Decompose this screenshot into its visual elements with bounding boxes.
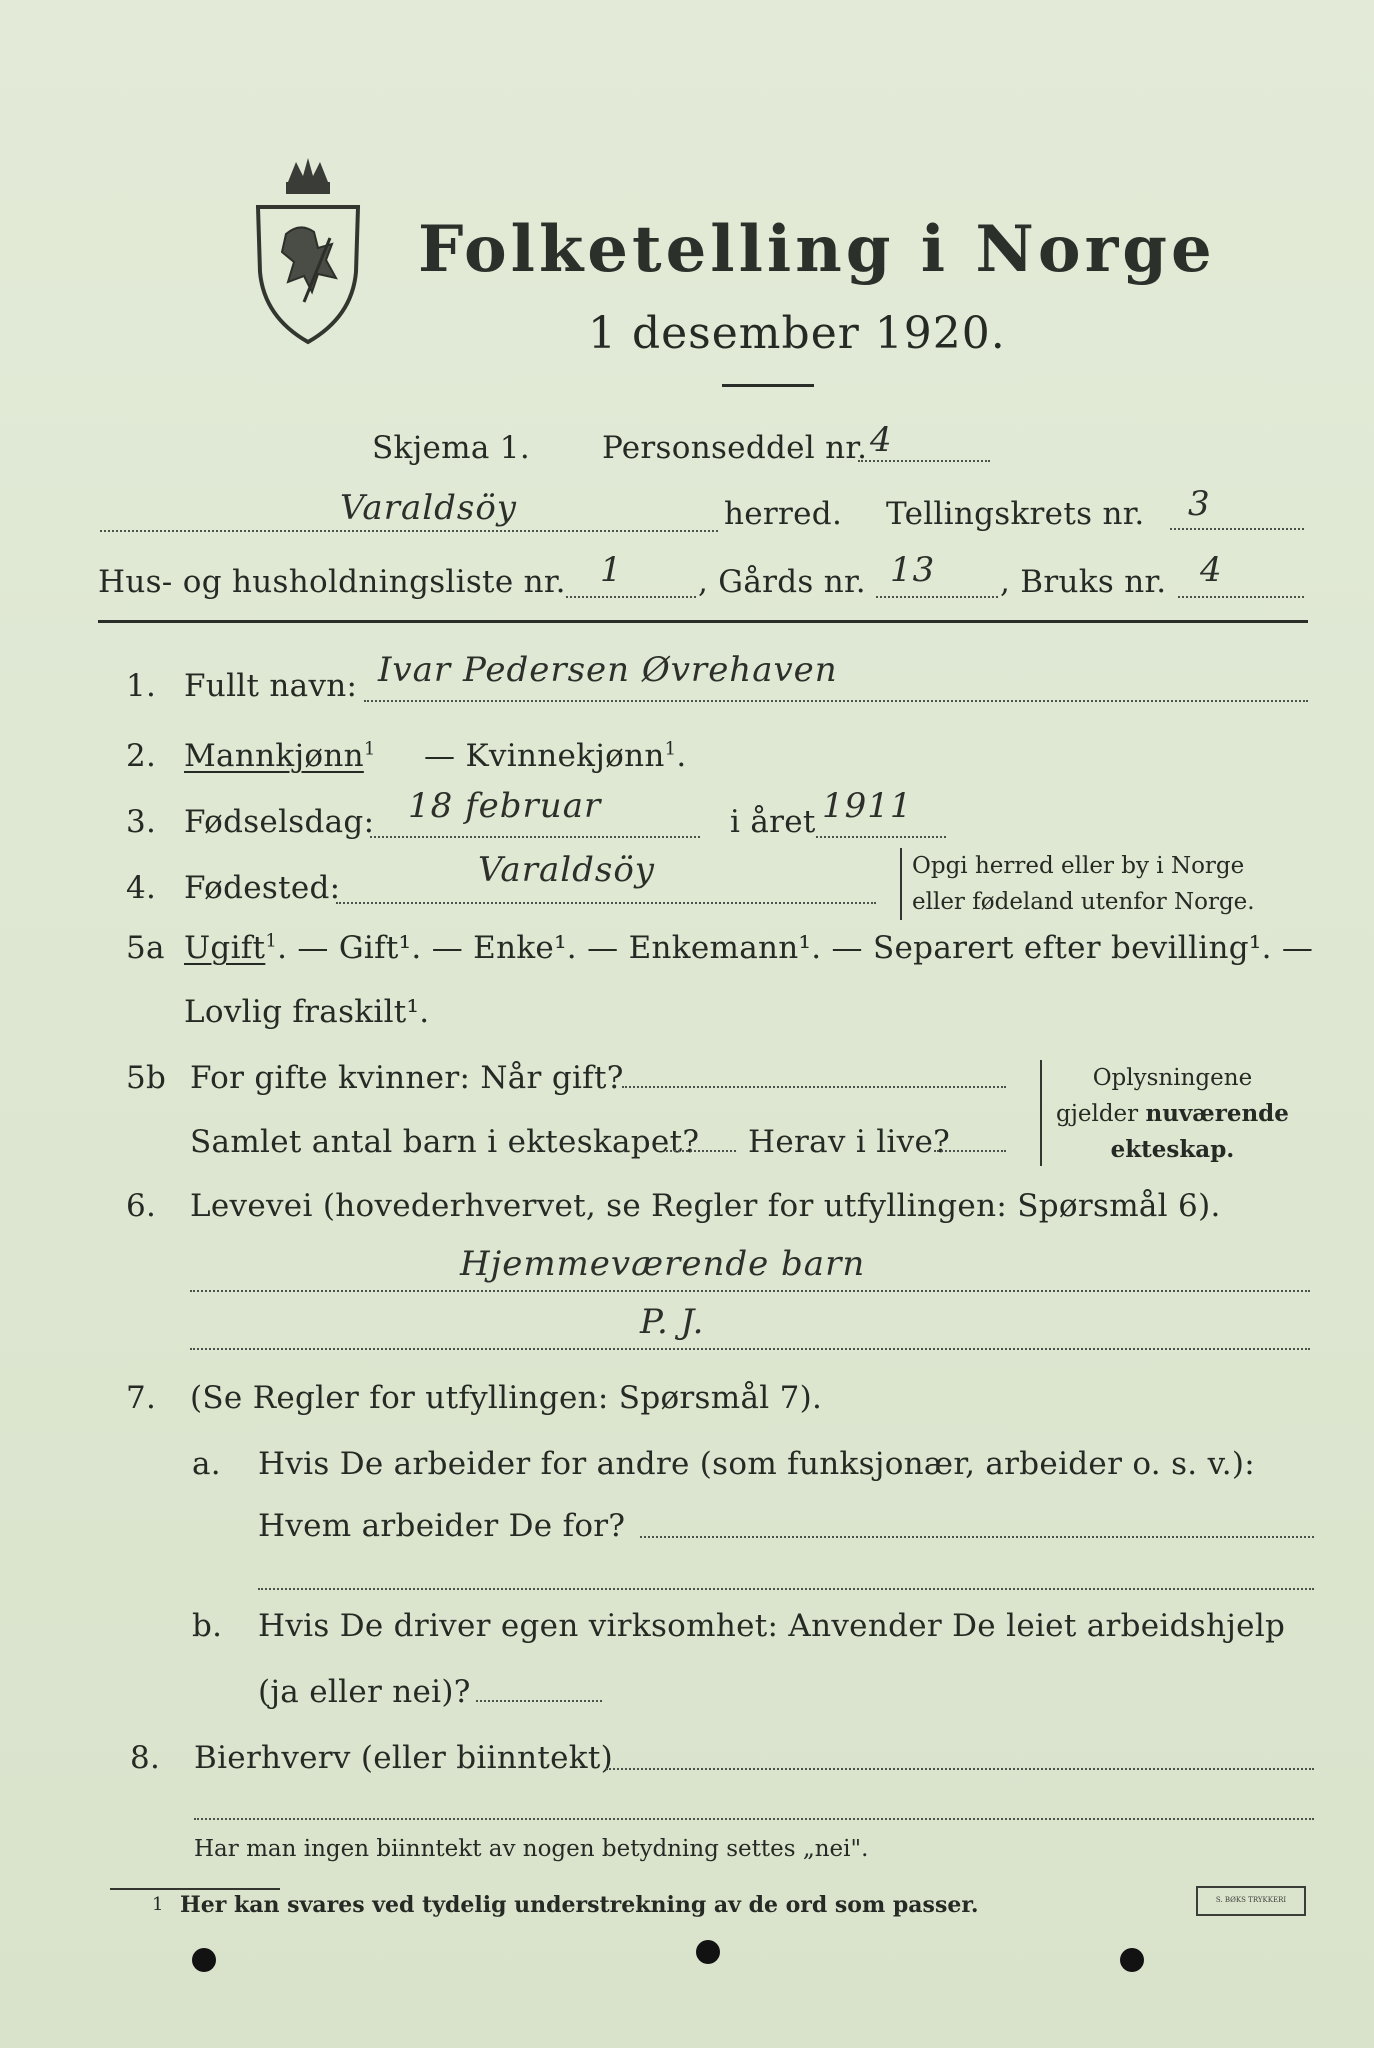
q5b-line1-dots xyxy=(622,1086,1006,1088)
schema-label: Skjema 1. xyxy=(372,430,530,466)
husliste-line xyxy=(566,596,696,598)
gards-label: , Gårds nr. xyxy=(698,564,866,600)
full-name-value: Ivar Pedersen Øvrehaven xyxy=(378,650,838,690)
q6-label: Levevei (hovederhvervet, se Regler for utfyllingen: Spørsmål 6). xyxy=(190,1188,1221,1224)
q7a-line2: Hvem arbeider De for? xyxy=(258,1508,626,1544)
q8-line2 xyxy=(194,1818,1314,1820)
punch-hole-right xyxy=(1120,1948,1144,1972)
q7a-line2-dots xyxy=(640,1536,1314,1538)
punch-hole-left xyxy=(192,1948,216,1972)
nei-note: Har man ingen biinntekt av nogen betydning settes „nei". xyxy=(194,1836,869,1862)
q8-label: Bierhverv (eller biinntekt) xyxy=(194,1740,614,1776)
tellingskrets-label: Tellingskrets nr. xyxy=(886,496,1145,532)
q4-label: Fødested: xyxy=(184,870,341,906)
birthplace-value: Varaldsöy xyxy=(478,850,655,890)
tellingskrets-value: 3 xyxy=(1188,484,1211,524)
tellingskrets-line xyxy=(1170,528,1304,530)
herred-line xyxy=(100,530,718,532)
occupation-value: Hjemmeværende barn xyxy=(460,1244,866,1284)
q6-number: 6. xyxy=(126,1188,157,1224)
q6-line2 xyxy=(190,1348,1310,1350)
q1-number: 1. xyxy=(126,668,157,704)
birthday-value: 18 februar xyxy=(408,786,602,826)
q5b-line2b-dots xyxy=(934,1150,1006,1152)
q8-number: 8. xyxy=(130,1740,161,1776)
q7b-line2: (ja eller nei)? xyxy=(258,1674,471,1710)
bruks-label: , Bruks nr. xyxy=(1000,564,1167,600)
footnote-number: 1 xyxy=(152,1894,164,1915)
q5b-number: 5b xyxy=(126,1060,167,1096)
q7a-line3-dots xyxy=(258,1588,1314,1590)
bruks-line xyxy=(1178,596,1304,598)
q8-line1 xyxy=(606,1768,1314,1770)
q5b-line2a: Samlet antal barn i ekteskapet? xyxy=(190,1124,700,1160)
q7b-number: b. xyxy=(192,1608,223,1644)
q7b-line1: Hvis De driver egen virksomhet: Anvender De leiet arbeidshjelp xyxy=(258,1608,1286,1644)
q1-label: Fullt navn: xyxy=(184,668,358,704)
personseddel-line xyxy=(858,460,990,462)
q7a-number: a. xyxy=(192,1446,221,1482)
q1-line xyxy=(364,700,1308,702)
q5b-line1: For gifte kvinner: Når gift? xyxy=(190,1060,624,1096)
footnote-text: Her kan svares ved tydelig understrekning av de ord som passer. xyxy=(180,1892,979,1918)
gards-line xyxy=(876,596,998,598)
form-title: Folketelling i Norge xyxy=(418,212,1216,287)
q2-male: Mannkjønn$^1$ xyxy=(184,738,376,774)
q5a-options: Ugift$^1$. — Gift¹. — Enke¹. — Enkemann¹. — Separert efter bevilling¹. — xyxy=(184,930,1314,966)
personseddel-value: 4 xyxy=(870,420,893,460)
printer-stamp: S. BØKS TRYKKERI xyxy=(1196,1886,1306,1916)
coat-of-arms-icon xyxy=(248,152,368,352)
q7a-line1: Hvis De arbeider for andre (som funksjonær, arbeider o. s. v.): xyxy=(258,1446,1256,1482)
occupation-mark: P. J. xyxy=(640,1302,705,1342)
q4-line xyxy=(336,902,876,904)
q3-number: 3. xyxy=(126,804,157,840)
form-date: 1 desember 1920. xyxy=(588,308,1006,359)
q5a-line2: Lovlig fraskilt¹. xyxy=(184,994,430,1030)
q3-year-label: i året xyxy=(730,804,816,840)
q7-number: 7. xyxy=(126,1380,157,1416)
q3-year-line xyxy=(816,836,946,838)
q5b-note: Oplysningene gjelder nuværende ekteskap. xyxy=(1040,1060,1289,1166)
title-divider xyxy=(722,384,814,387)
q6-line1 xyxy=(190,1290,1310,1292)
q2-number: 2. xyxy=(126,738,157,774)
header-rule xyxy=(98,620,1308,623)
personseddel-label: Personseddel nr. xyxy=(602,430,868,466)
herred-label: herred. xyxy=(724,496,843,532)
q3-line xyxy=(370,836,700,838)
q2-female: — Kvinnekjønn$^1$. xyxy=(424,738,687,774)
gards-value: 13 xyxy=(890,550,936,590)
punch-hole-center xyxy=(696,1940,720,1964)
q5b-line2b: Herav i live? xyxy=(748,1124,951,1160)
birth-year-value: 1911 xyxy=(822,786,913,826)
footnote-rule xyxy=(110,1888,280,1890)
q5b-line2a-dots xyxy=(666,1150,736,1152)
husliste-label: Hus- og husholdningsliste nr. xyxy=(98,564,566,600)
q7b-line2-dots xyxy=(476,1700,602,1702)
q5a-number: 5a xyxy=(126,930,165,966)
herred-value: Varaldsöy xyxy=(340,488,517,528)
q4-note: Opgi herred eller by i Norge eller fødeland utenfor Norge. xyxy=(900,848,1255,920)
bruks-value: 4 xyxy=(1200,550,1223,590)
q7-label: (Se Regler for utfyllingen: Spørsmål 7). xyxy=(190,1380,823,1416)
husliste-value: 1 xyxy=(600,550,623,590)
q3-label: Fødselsdag: xyxy=(184,804,375,840)
q4-number: 4. xyxy=(126,870,157,906)
